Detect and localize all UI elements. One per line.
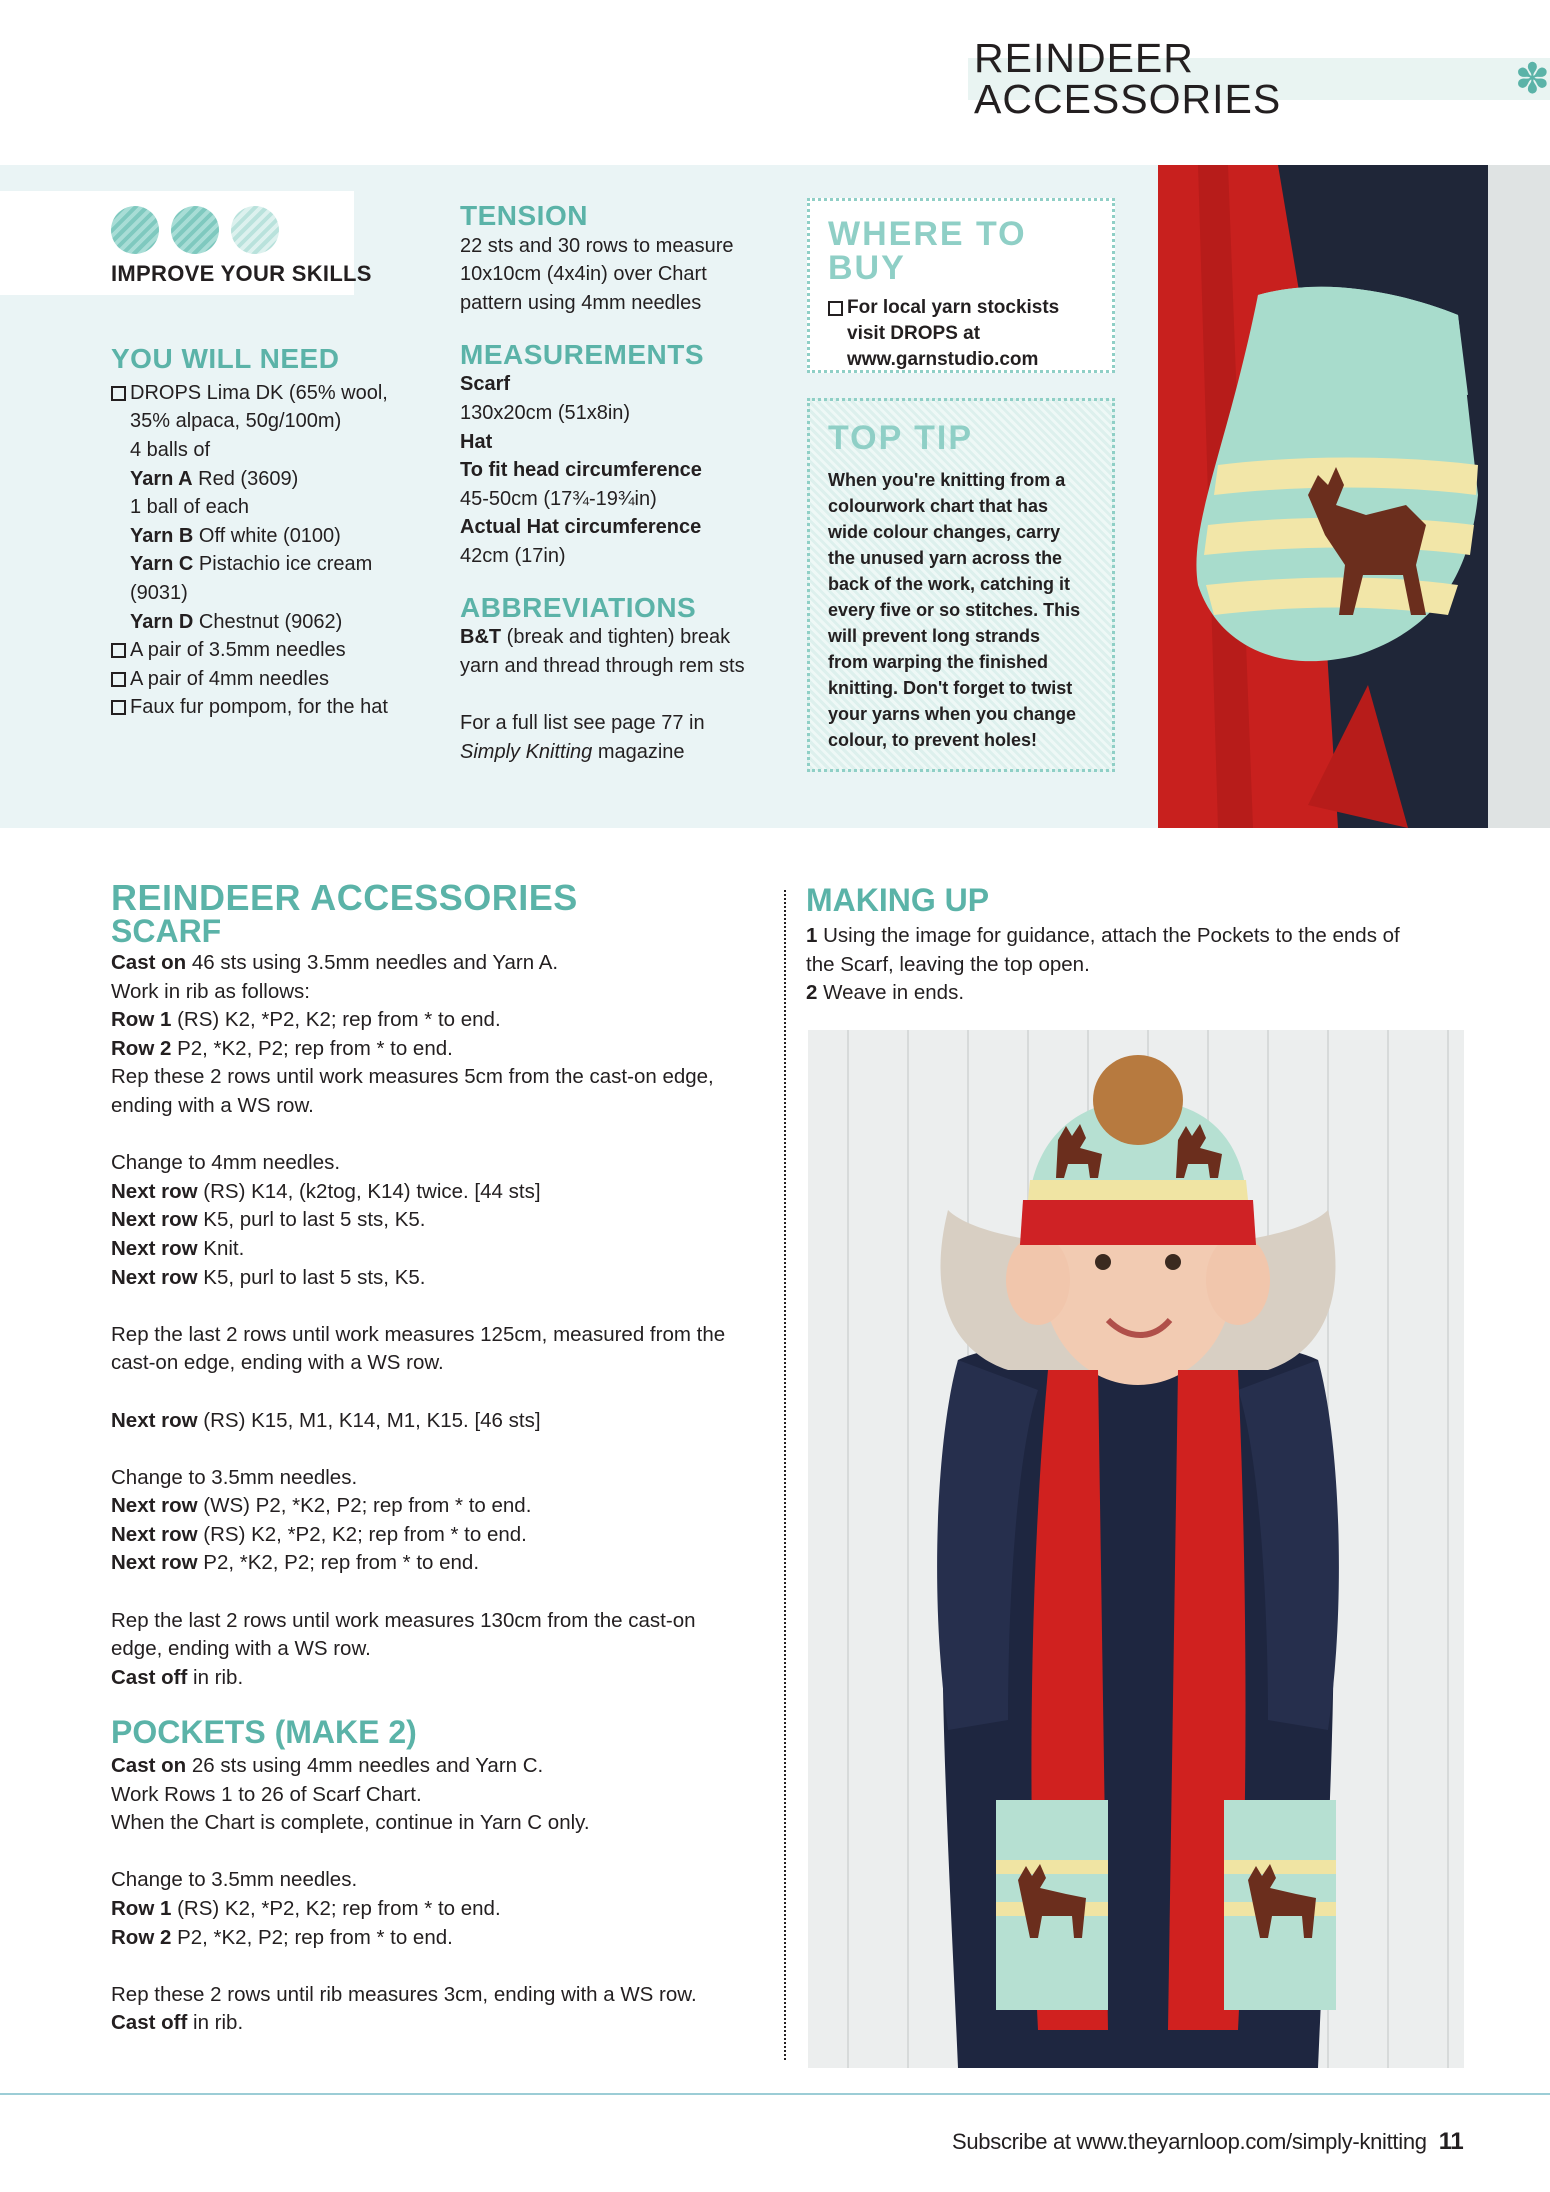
- tension-heading: TENSION: [460, 200, 588, 231]
- balls-line: 4 balls of: [130, 438, 211, 461]
- scarf-heading: SCARF: [111, 913, 222, 949]
- child-illustration: [808, 1030, 1464, 2068]
- yarn-ball-icon: [171, 206, 219, 254]
- measurements-block: MEASUREMENTS Scarf 130x20cm (51x8in) Hat To fit head circumference 45-50cm (17¾-19¾in) Actual Hat circumference 42cm (17in): [460, 340, 760, 571]
- section-header: [968, 35, 1550, 122]
- balls-line: 1 ball of each: [130, 496, 249, 519]
- specs-column: [460, 201, 760, 786]
- pockets-heading: POCKETS (MAKE 2): [111, 1714, 417, 1750]
- footer-rule: [0, 2093, 1550, 2095]
- skill-rating: [111, 206, 279, 254]
- checklist-item: A pair of 3.5mm needles: [111, 636, 411, 665]
- column-divider: [784, 890, 786, 2060]
- yarn-ball-icon: [231, 206, 279, 254]
- yarn-d: Yarn D Chestnut (9062): [130, 610, 343, 633]
- pocket-closeup-illustration: [1158, 165, 1550, 828]
- pattern-title: REINDEER ACCESSORIES: [111, 877, 578, 918]
- making-up-steps: 1 Using the image for guidance, attach the Pockets to the ends of the Scarf, leaving the top open. 2 Weave in ends.: [806, 924, 1400, 1005]
- checkbox-icon: [111, 643, 126, 658]
- yarn-c: Yarn C Pistachio ice cream: [130, 553, 373, 576]
- yarn-line: DROPS Lima DK (65% wool,: [130, 381, 388, 404]
- top-tip-heading: TOP TIP: [828, 419, 974, 457]
- checkbox-icon: [111, 700, 126, 715]
- checkbox-icon: [828, 301, 843, 316]
- top-tip-box: [807, 398, 1115, 772]
- checklist-item: A pair of 4mm needles: [111, 665, 411, 694]
- you-will-need: [111, 344, 411, 722]
- tension-block: TENSION 22 sts and 30 rows to measure 10x10cm (4x4in) over Chart pattern using 4mm needles: [460, 201, 760, 318]
- abbreviations-block: ABBREVIATIONS B&T (break and tighten) break yarn and thread through rem sts For a full list see page 77 in Simply Knitting magazine: [460, 593, 760, 767]
- measurements-heading: MEASUREMENTS: [460, 338, 705, 370]
- yarn-a: Yarn A Red (3609): [130, 467, 299, 490]
- checklist-item: For local yarn stockists: [828, 295, 1094, 321]
- skills-label: IMPROVE YOUR SKILLS: [111, 261, 372, 286]
- yarn-b: Yarn B Off white (0100): [130, 524, 341, 547]
- checkbox-icon: [111, 672, 126, 687]
- subscribe-link[interactable]: Subscribe at www.theyarnloop.com/simply-knitting: [952, 2129, 1427, 2154]
- child-photo: [808, 1030, 1464, 2068]
- where-to-buy-heading: WHERE TO BUY: [828, 215, 1027, 287]
- flower-icon: ✽: [1514, 54, 1550, 103]
- scarf-instructions: Cast on 46 sts using 3.5mm needles and Yarn A. Work in rib as follows: Row 1 (RS) K2, *P2, K2; rep from * to end. Row 2 P2, *K2, P2; rep from * to end. Rep these 2 rows until work measures 5cm from the cast-on edge, ending with a WS row. Change to 4mm needles. Next row (RS) K14, (k2tog, K14) twice. [44 sts] Next row K5, purl to last 5 sts, K5. Next row Knit. Next row K5, purl to last 5 sts, K5. Rep the last 2 rows until work measures 125cm, measured from the cast-on edge, ending with a WS row. Next row (RS) K15, M1, K14, M1, K15. [46 sts] Change to 3.5mm needles. Next row (WS) P2, *K2, P2; rep from * to end. Next row (RS) K2, *P2, K2; rep from * to end. Next row P2, *K2, P2; rep from * to end. Rep the last 2 rows until work measures 130cm from the cast-on edge, ending with a WS row. Cast off in rib.: [111, 951, 726, 1689]
- section-title: REINDEER ACCESSORIES: [974, 35, 1282, 122]
- pocket-closeup-photo: [1158, 165, 1550, 828]
- making-up-heading: MAKING UP: [806, 882, 990, 918]
- footer: [952, 2128, 1464, 2156]
- checklist-item: [111, 379, 411, 408]
- checkbox-icon: [111, 386, 126, 401]
- top-tip-text: When you're knitting from a colourwork chart that has wide colour changes, carry the unused yarn across the back of the work, catching it every five or so stitches. This will prevent long strands from warping the finished knitting. Don't forget to twist your yarns when you change colour, to prevent holes!: [828, 470, 1081, 750]
- yarn-ball-icon: [111, 206, 159, 254]
- where-to-buy-box: WHERE TO BUY For local yarn stockists visit DROPS at www.garnstudio.com: [807, 198, 1115, 373]
- you-will-need-heading: YOU WILL NEED: [111, 343, 340, 374]
- checklist-item: Faux fur pompom, for the hat: [111, 693, 411, 722]
- yarn-c-code: (9031): [130, 581, 188, 604]
- stockist-url[interactable]: www.garnstudio.com: [847, 349, 1039, 370]
- yarn-line: 35% alpaca, 50g/100m): [130, 410, 342, 433]
- pocket-instructions: Cast on 26 sts using 4mm needles and Yarn C. Work Rows 1 to 26 of Scarf Chart. When the Chart is complete, continue in Yarn C only. Change to 3.5mm needles. Row 1 (RS) K2, *P2, K2; rep from * to end. Row 2 P2, *K2, P2; rep from * to end. Rep these 2 rows until rib measures 3cm, ending with a WS row. Cast off in rib.: [111, 1754, 697, 2035]
- page-number: 11: [1438, 2128, 1464, 2155]
- abbreviations-heading: ABBREVIATIONS: [460, 591, 697, 623]
